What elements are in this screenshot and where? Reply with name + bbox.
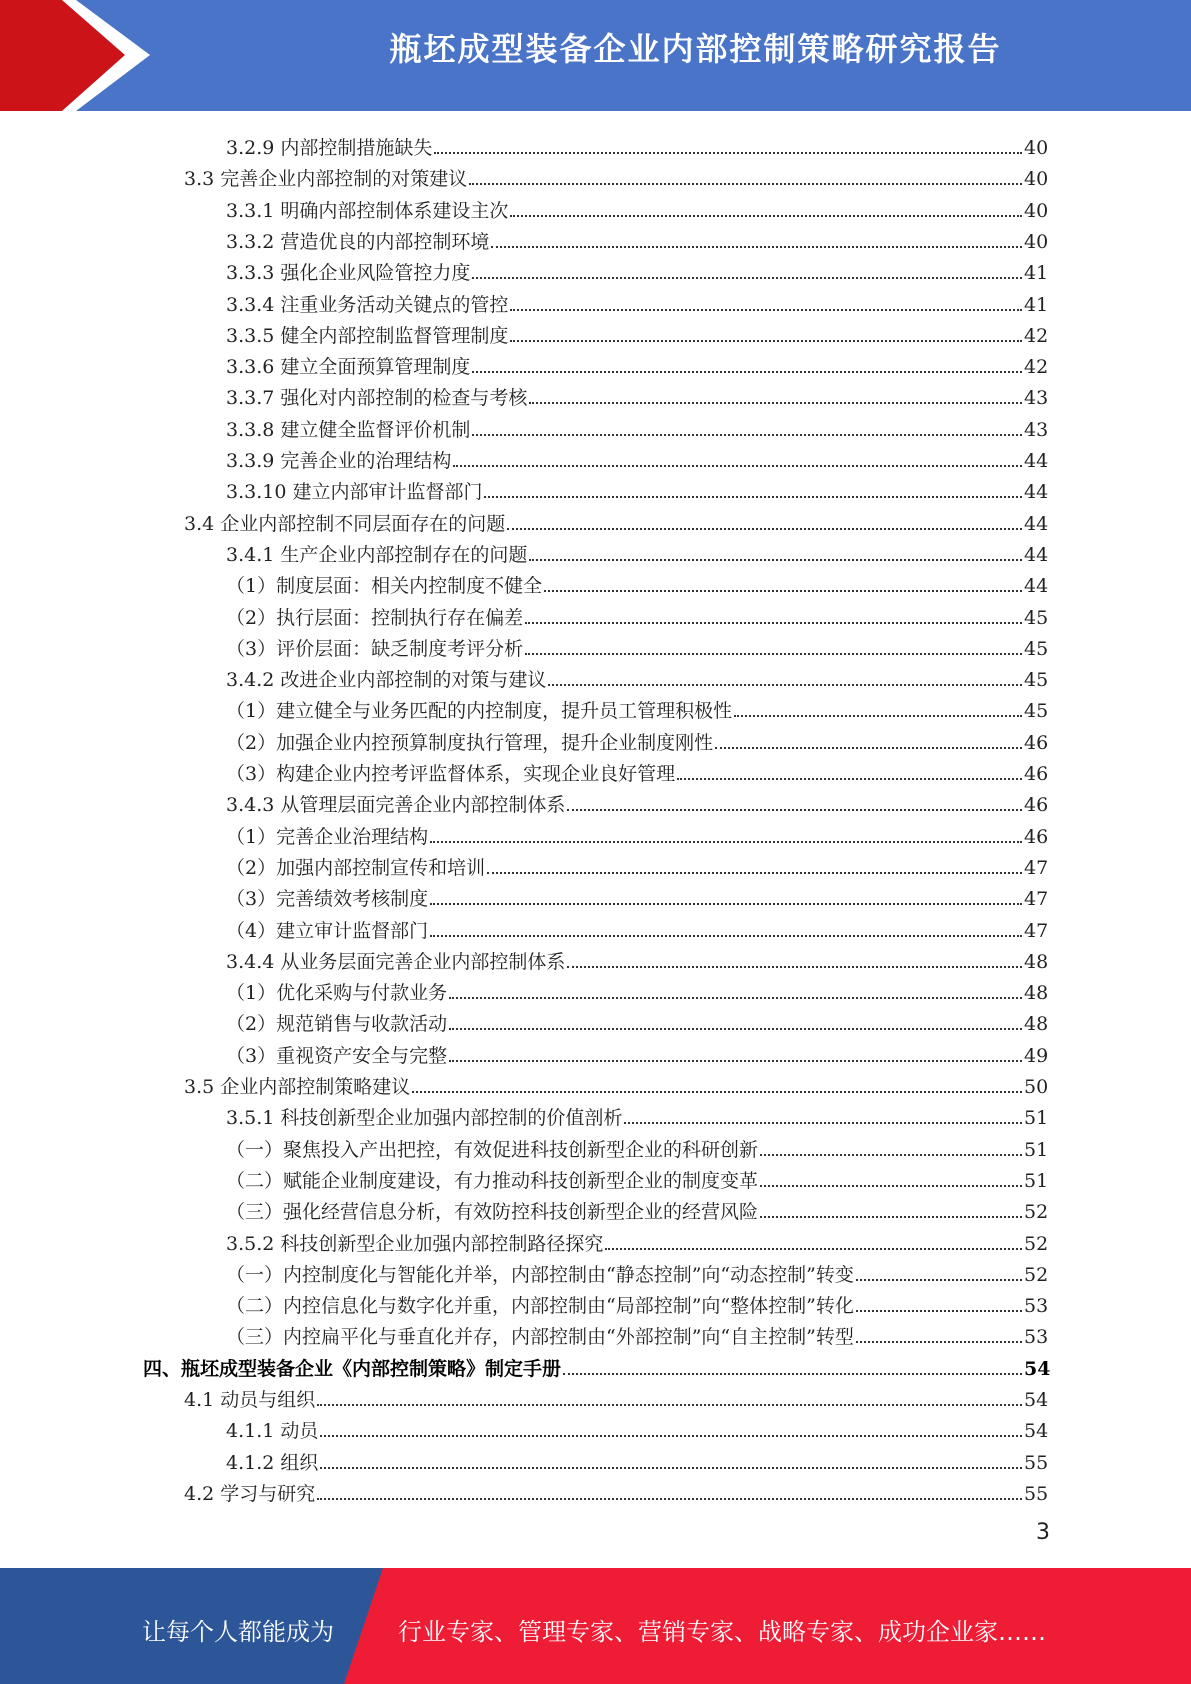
toc-entry[interactable] [226, 377, 1048, 408]
toc-entry-label: 4.2 学习与研究 [184, 1482, 316, 1505]
toc-leader-dots [434, 152, 1022, 154]
toc-entry[interactable] [226, 1223, 1048, 1254]
toc-leader-dots [453, 465, 1022, 467]
toc-leader-dots [624, 1122, 1022, 1124]
toc-entry[interactable] [226, 565, 1048, 596]
toc-entry-page: 47 [1024, 888, 1049, 911]
toc-entry-label: 3.5.2 科技创新型企业加强内部控制路径探究 [226, 1232, 604, 1255]
toc-entry-label: 3.3.4 注重业务活动关键点的管控 [226, 293, 509, 316]
toc-leader-dots [605, 1248, 1022, 1250]
toc-entry-page: 50 [1024, 1076, 1049, 1098]
toc-entry-page: 49 [1024, 1044, 1049, 1067]
toc-leader-dots [472, 277, 1022, 279]
toc-entry-label: 3.5 企业内部控制策略建议 [184, 1076, 411, 1098]
toc-entry-label: （1）优化采购与付款业务 [226, 982, 448, 1005]
toc-entry-page: 47 [1024, 919, 1049, 942]
toc-entry-label: 3.5.1 科技创新型企业加强内部控制的价值剖析 [226, 1107, 623, 1130]
toc-entry[interactable] [226, 941, 1048, 972]
toc-entry-page: 45 [1024, 700, 1049, 723]
toc-entry-label: 3.4.4 从业务层面完善企业内部控制体系 [226, 950, 566, 973]
toc-leader-dots [449, 1028, 1022, 1030]
toc-entry-page: 48 [1024, 1013, 1049, 1036]
toc-entry-page: 40 [1024, 230, 1049, 253]
toc-entry[interactable] [226, 1410, 1048, 1441]
toc-entry-label: （3）重视资产安全与完整 [226, 1044, 448, 1067]
toc-entry[interactable] [226, 471, 1048, 502]
toc-entry[interactable] [184, 1066, 1048, 1097]
toc-entry[interactable] [184, 1473, 1048, 1504]
toc-entry-label: 3.3.10 建立内部审计监督部门 [226, 481, 483, 504]
toc-entry-label: 3.3.6 建立全面预算管理制度 [226, 356, 471, 379]
toc-entry[interactable] [226, 284, 1048, 315]
toc-leader-dots [760, 1216, 1022, 1218]
toc-entry-label: （2）规范销售与收款活动 [226, 1013, 448, 1036]
toc-entry-label: （三）内控扁平化与垂直化并存，内部控制由“外部控制”向“自主控制”转型 [226, 1326, 854, 1349]
toc-entry-page: 42 [1024, 324, 1049, 347]
toc-entry-label: 3.2.9 内部控制措施缺失 [226, 137, 433, 159]
toc-entry[interactable] [226, 346, 1048, 377]
toc-entry-page: 40 [1024, 168, 1049, 191]
toc-entry[interactable] [226, 722, 1048, 753]
toc-entry[interactable] [226, 910, 1048, 941]
toc-entry-page: 53 [1024, 1326, 1049, 1349]
toc-entry-label: （二）赋能企业制度建设，有力推动科技创新型企业的制度变革 [226, 1169, 759, 1192]
toc-leader-dots [469, 183, 1022, 185]
toc-entry-page: 55 [1024, 1451, 1049, 1474]
toc-entry-label: （二）内控信息化与数字化并重，内部控制由“局部控制”向“整体控制”转化 [226, 1295, 854, 1318]
toc-leader-dots [484, 496, 1022, 498]
toc-entry-page: 43 [1024, 387, 1049, 410]
toc-entry-page: 46 [1024, 794, 1049, 817]
toc-entry-page: 44 [1024, 481, 1049, 504]
toc-entry-label: （3）完善绩效考核制度 [226, 888, 429, 911]
toc-entry[interactable] [184, 1379, 1048, 1410]
toc-entry-label: （4）建立审计监督部门 [226, 919, 429, 942]
toc-entry-label: 3.3 完善企业内部控制的对策建议 [184, 168, 468, 191]
toc-leader-dots [510, 309, 1022, 311]
toc-entry[interactable] [226, 878, 1048, 909]
toc-entry-page: 52 [1024, 1263, 1049, 1286]
toc-entry[interactable] [226, 659, 1048, 690]
toc-entry[interactable] [226, 1191, 1048, 1222]
toc-entry-label: 4.1.2 组织 [226, 1451, 319, 1474]
toc-leader-dots [563, 1373, 1022, 1375]
toc-entry-label: （3）构建企业内控考评监督体系，实现企业良好管理 [226, 763, 676, 785]
toc-leader-dots [430, 841, 1022, 843]
toc-entry-label: 3.3.3 强化企业风险管控力度 [226, 262, 471, 285]
toc-entry-page: 41 [1024, 262, 1049, 285]
toc-entry[interactable] [226, 628, 1048, 659]
toc-leader-dots [320, 1467, 1022, 1469]
toc-leader-dots [320, 1435, 1022, 1437]
toc-leader-dots [412, 1091, 1022, 1093]
toc-entry[interactable] [226, 1097, 1048, 1128]
toc-leader-dots [544, 590, 1022, 592]
toc-entry-page: 42 [1024, 356, 1049, 379]
toc-entry-label: 3.3.5 健全内部控制监督管理制度 [226, 324, 509, 347]
toc-entry[interactable] [226, 847, 1048, 878]
toc-leader-dots [510, 215, 1022, 217]
toc-entry-page: 44 [1024, 575, 1049, 598]
toc-entry-label: （2）加强企业内控预算制度执行管理，提升企业制度刚性 [226, 731, 714, 754]
toc-entry[interactable] [226, 1003, 1048, 1034]
toc-leader-dots [491, 246, 1022, 248]
toc-leader-dots [430, 935, 1022, 937]
toc-leader-dots [472, 371, 1022, 373]
toc-entry[interactable] [226, 1442, 1048, 1473]
toc-entry-label: （2）执行层面：控制执行存在偏差 [226, 606, 524, 629]
toc-leader-dots [760, 1185, 1022, 1187]
toc-leader-dots [472, 434, 1022, 436]
page-footer [0, 1568, 1191, 1684]
toc-entry[interactable] [226, 221, 1048, 252]
toc-leader-dots [525, 653, 1022, 655]
toc-entry-page: 46 [1024, 731, 1049, 754]
toc-entry[interactable] [226, 1316, 1048, 1347]
toc-entry[interactable] [184, 158, 1048, 189]
toc-entry[interactable] [226, 409, 1048, 440]
report-title: 瓶坯成型装备企业内部控制策略研究报告 [389, 30, 1002, 68]
toc-entry-label: （3）评价层面：缺乏制度考评分析 [226, 637, 524, 660]
toc-entry[interactable] [226, 1285, 1048, 1316]
toc-entry-page: 45 [1024, 606, 1049, 629]
toc-entry-page: 45 [1024, 637, 1049, 660]
toc-entry[interactable] [226, 753, 1048, 784]
toc-entry-label: （1）建立健全与业务匹配的内控制度，提升员工管理积极性 [226, 700, 733, 723]
toc-entry-label: （1）完善企业治理结构 [226, 825, 429, 848]
toc-entry-page: 46 [1024, 763, 1049, 785]
toc-entry-page: 52 [1024, 1232, 1049, 1255]
toc-entry-label: 3.3.2 营造优良的内部控制环境 [226, 230, 490, 253]
toc-leader-dots [856, 1341, 1022, 1343]
toc-entry[interactable] [184, 503, 1048, 534]
toc-entry[interactable] [226, 690, 1048, 721]
toc-entry-label: 四、瓶坯成型装备企业《内部控制策略》制定手册 [143, 1357, 562, 1380]
toc-leader-dots [760, 1154, 1022, 1156]
toc-entry-label: （1）制度层面：相关内控制度不健全 [226, 575, 543, 598]
toc-entry[interactable] [226, 1129, 1048, 1160]
toc-entry[interactable] [226, 972, 1048, 1003]
toc-entry-label: （一）内控制度化与智能化并举，内部控制由“静态控制”向“动态控制”转变 [226, 1263, 854, 1286]
toc-entry[interactable] [143, 1348, 1051, 1380]
toc-entry-label: 3.4.1 生产企业内部控制存在的问题 [226, 543, 528, 566]
page-header [0, 0, 1191, 111]
toc-entry-label: 3.3.9 完善企业的治理结构 [226, 450, 452, 472]
toc-entry-page: 44 [1024, 512, 1049, 535]
toc-entry-page: 44 [1024, 543, 1049, 566]
toc-leader-dots [449, 1060, 1022, 1062]
toc-entry-label: 4.1 动员与组织 [184, 1389, 316, 1411]
toc-entry-label: （三）强化经营信息分析，有效防控科技创新型企业的经营风险 [226, 1201, 759, 1224]
footer-slogan-right: 行业专家、管理专家、营销专家、战略专家、成功企业家…… [398, 1618, 1046, 1646]
toc-entry-page: 41 [1024, 293, 1049, 316]
toc-entry[interactable] [226, 252, 1048, 283]
toc-entry-label: （2）加强内部控制宣传和培训 [226, 856, 486, 879]
toc-entry-page: 46 [1024, 825, 1049, 848]
toc-entry-label: 3.4.2 改进企业内部控制的对策与建议 [226, 669, 547, 692]
toc-entry-page: 54 [1024, 1357, 1051, 1380]
toc-entry-page: 48 [1024, 982, 1049, 1005]
toc-entry[interactable] [226, 784, 1048, 815]
toc-leader-dots [856, 1279, 1022, 1281]
toc-leader-dots [856, 1310, 1022, 1312]
toc-entry[interactable] [226, 190, 1048, 221]
toc-entry-label: 4.1.1 动员 [226, 1420, 319, 1443]
toc-entry-label: 3.3.1 明确内部控制体系建设主次 [226, 199, 509, 222]
toc-entry-label: 3.4.3 从管理层面完善企业内部控制体系 [226, 794, 566, 817]
toc-leader-dots [715, 747, 1022, 749]
toc-entry-page: 51 [1024, 1107, 1049, 1130]
toc-leader-dots [525, 622, 1022, 624]
toc-entry-page: 40 [1024, 137, 1049, 159]
toc-leader-dots [548, 684, 1022, 686]
toc-entry[interactable] [226, 440, 1048, 471]
toc-entry-page: 53 [1024, 1295, 1049, 1318]
toc-leader-dots [449, 997, 1022, 999]
toc-leader-dots [507, 528, 1022, 530]
toc-leader-dots [567, 809, 1022, 811]
toc-leader-dots [317, 1404, 1022, 1406]
toc-leader-dots [734, 715, 1022, 717]
toc-entry-page: 51 [1024, 1138, 1049, 1161]
toc-entry-page: 40 [1024, 199, 1049, 222]
toc-leader-dots [567, 966, 1022, 968]
toc-entry-page: 51 [1024, 1169, 1049, 1192]
toc-entry-page: 52 [1024, 1201, 1049, 1224]
toc-leader-dots [529, 402, 1022, 404]
toc-entry[interactable] [226, 127, 1048, 158]
toc-entry[interactable] [226, 315, 1048, 346]
toc-entry-page: 55 [1024, 1482, 1049, 1505]
toc-entry-label: 3.3.8 建立健全监督评价机制 [226, 418, 471, 441]
toc-entry-page: 43 [1024, 418, 1049, 441]
footer-slogan-left: 让每个人都能成为 [142, 1618, 334, 1646]
page-number: 3 [1036, 1520, 1050, 1545]
toc-leader-dots [317, 1498, 1022, 1500]
toc-entry[interactable] [226, 534, 1048, 565]
toc-leader-dots [430, 903, 1022, 905]
toc-entry-page: 45 [1024, 669, 1049, 692]
toc-entry-page: 47 [1024, 856, 1049, 879]
toc-entry-page: 54 [1024, 1389, 1049, 1411]
toc-entry-label: 3.3.7 强化对内部控制的检查与考核 [226, 387, 528, 410]
toc-leader-dots [529, 559, 1022, 561]
toc-entry-page: 44 [1024, 450, 1049, 472]
toc-entry[interactable] [226, 816, 1048, 847]
toc-entry-page: 48 [1024, 950, 1049, 973]
toc-entry[interactable] [226, 1035, 1048, 1066]
toc-entry[interactable] [226, 1254, 1048, 1285]
toc-entry[interactable] [226, 597, 1048, 628]
toc-leader-dots [677, 778, 1022, 780]
toc-entry-page: 54 [1024, 1420, 1049, 1443]
toc-leader-dots [487, 872, 1022, 874]
toc-entry-label: （一）聚焦投入产出把控，有效促进科技创新型企业的科研创新 [226, 1138, 759, 1161]
toc-entry-label: 3.4 企业内部控制不同层面存在的问题 [184, 512, 506, 535]
toc-entry[interactable] [226, 1160, 1048, 1191]
toc-leader-dots [510, 340, 1022, 342]
